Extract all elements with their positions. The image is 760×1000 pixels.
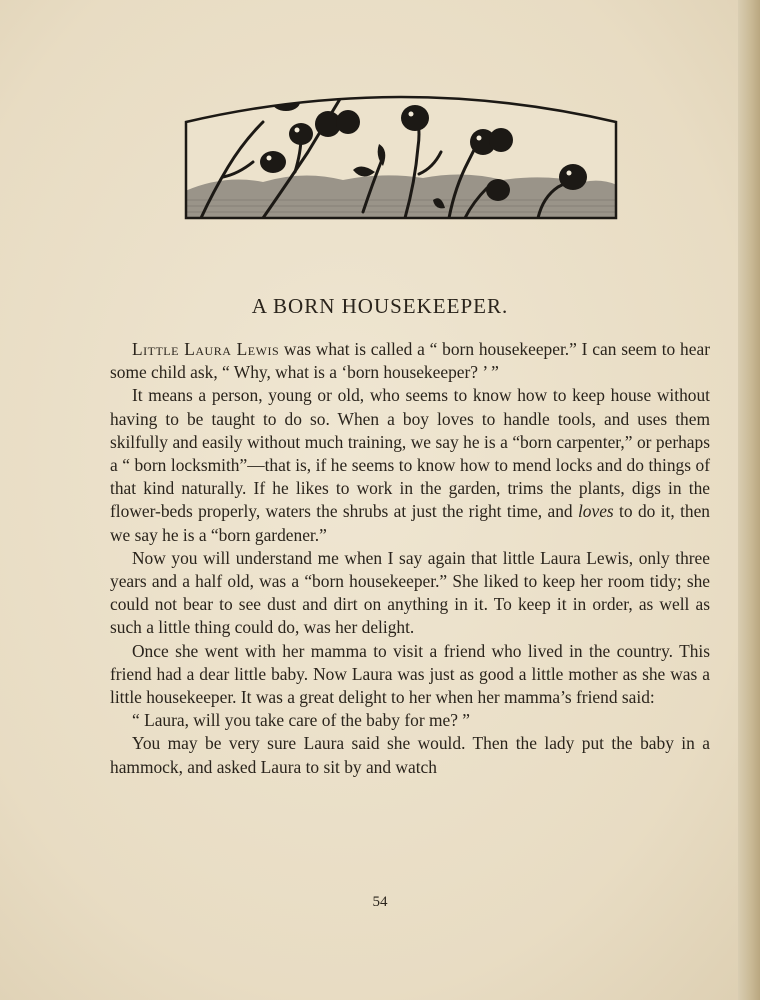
opening-words: Little Laura Lewis xyxy=(132,339,280,359)
paragraph-text: It means a person, young or old, who seems to know how to keep house without having to be taught to do so. When a boy loves to handle tools, and uses them skilfully and easily without much training, we say he is a “born carpenter,” or perhaps a “ born locksmith”—that is, if he seems to know how to mend locks and do things of that kind naturally. If he likes to work in the garden, trims the plants, digs in the flower-beds properly, waters the shrubs at just the right time, and xyxy=(110,385,710,522)
chapter-title: A BORN HOUSEKEEPER. xyxy=(251,294,509,318)
page-number: 54 xyxy=(372,894,388,910)
paragraph-text: was what is called a “ born housekeeper.” I can seem to hear some child ask, “ Why, what is a ‘born housekeeper? ’ ” xyxy=(110,339,710,383)
rosehip-branches-illustration xyxy=(183,82,619,222)
page-gutter xyxy=(738,0,760,1000)
paragraph-text: to do it, then we say he is a “born gardener.” xyxy=(110,501,711,545)
paragraph xyxy=(110,384,710,546)
body-text xyxy=(110,338,710,779)
paragraph: “ Laura, will you take care of the baby for me? ” xyxy=(132,710,470,731)
paragraph xyxy=(110,338,710,384)
paragraph: You may be very sure Laura said she would. Then the lady put the baby in a hammock, and asked Laura to sit by and watch xyxy=(110,733,710,777)
paragraph: Once she went with her mamma to visit a friend who lived in the country. This friend had a dear little baby. Now Laura was just as good a little mother as she was a little housekeeper. It was a great delight to her when her mamma’s friend said: xyxy=(110,640,710,708)
paragraph: Now you will understand me when I say again that little Laura Lewis, only three years and a half old, was a “born housekeeper.” She liked to keep her room tidy; she could not bear to see dust and dirt on anything in it. To keep it in order, as well as such a little thing could do, was her delight. xyxy=(110,547,710,638)
italic-word: loves xyxy=(577,501,614,522)
